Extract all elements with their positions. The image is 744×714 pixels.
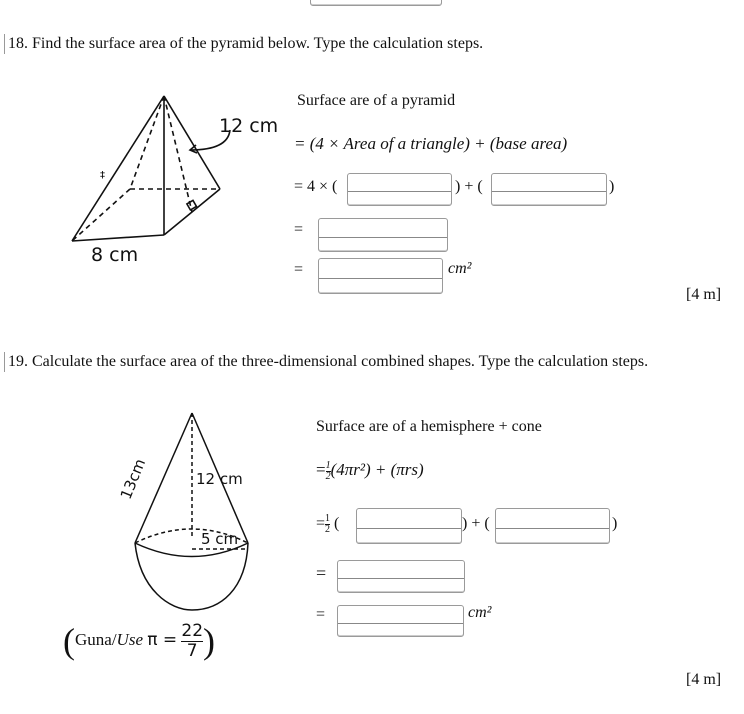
q19-formula-rest: (4πr²) + (πrs) xyxy=(330,460,424,479)
triangle-area-input[interactable] xyxy=(347,173,452,206)
hemisphere-area-input[interactable] xyxy=(356,508,462,544)
pi-note-use: Use xyxy=(116,629,143,649)
q19-eq-final: = xyxy=(316,606,326,623)
q18-final-input[interactable] xyxy=(318,258,443,294)
q19-heading: Surface are of a hemisphere + cone xyxy=(316,418,542,435)
half-num: 1 xyxy=(325,459,331,471)
half-fraction xyxy=(325,514,330,535)
q18-step1-prefix: = 4 × ( xyxy=(294,178,338,195)
pi-den: 7 xyxy=(186,640,198,661)
q18-total-input[interactable] xyxy=(318,218,448,252)
q19-unit: cm² xyxy=(468,604,492,621)
q18-step1-mid: ) + ( xyxy=(455,178,483,195)
q19-total-input[interactable] xyxy=(337,560,465,593)
pi-symbol: π = xyxy=(147,629,178,650)
pi-fraction xyxy=(181,622,203,661)
half-den: 2 xyxy=(325,470,331,482)
pyramid-slant-label: 12 cm xyxy=(219,115,279,137)
q19-step1-mid: ) + ( xyxy=(462,515,490,532)
pi-note-prefix: Guna/ xyxy=(75,629,117,649)
question-bar xyxy=(4,34,5,54)
question-bar xyxy=(4,352,5,372)
half-num: 1 xyxy=(325,513,331,524)
q18-unit: cm² xyxy=(448,260,472,277)
q18-eq: = xyxy=(294,221,304,238)
cone-area-input[interactable] xyxy=(495,508,610,544)
q19-title: 19. Calculate the surface area of the three-dimensional combined shapes. Type the calculation steps. xyxy=(8,353,649,370)
cone-slant-label: 13cm xyxy=(116,456,150,502)
q19-formula xyxy=(316,460,424,482)
q18-eq-final: = xyxy=(294,261,304,278)
q19-step1-eq: = xyxy=(316,515,326,533)
q18-formula: = (4 × Area of a triangle) + (base area) xyxy=(294,134,568,153)
q19-marks: [4 m] xyxy=(686,671,722,688)
svg-text:‡: ‡ xyxy=(100,170,105,181)
open-paren: ( xyxy=(334,515,340,533)
cone-radius-label: 5 cm xyxy=(201,530,239,548)
q19-formula-eq: = xyxy=(316,460,326,479)
pi-note: (Guna/Use π = $\frac{22}{7}$ ) xyxy=(63,620,216,661)
q19-step1-prefix xyxy=(316,514,339,535)
pyramid-base-label: 8 cm xyxy=(91,244,139,266)
q18-title: 18. Find the surface area of the pyramid below. Type the calculation steps. xyxy=(8,35,484,52)
q18-heading: Surface are of a pyramid xyxy=(297,92,456,109)
q18-step1-end: ) xyxy=(609,178,615,195)
cone-height-label: 12 cm xyxy=(196,470,243,488)
q19-final-input[interactable] xyxy=(337,605,464,637)
half-den: 2 xyxy=(325,524,331,535)
base-area-input[interactable] xyxy=(491,173,607,206)
q19-step1-end: ) xyxy=(612,515,618,532)
q19-eq: = xyxy=(316,563,327,583)
q18-marks: [4 m] xyxy=(686,286,722,303)
pi-num: 22 xyxy=(181,620,204,641)
previous-answer-input[interactable] xyxy=(310,0,442,6)
cone-hemisphere-figure xyxy=(130,405,270,620)
